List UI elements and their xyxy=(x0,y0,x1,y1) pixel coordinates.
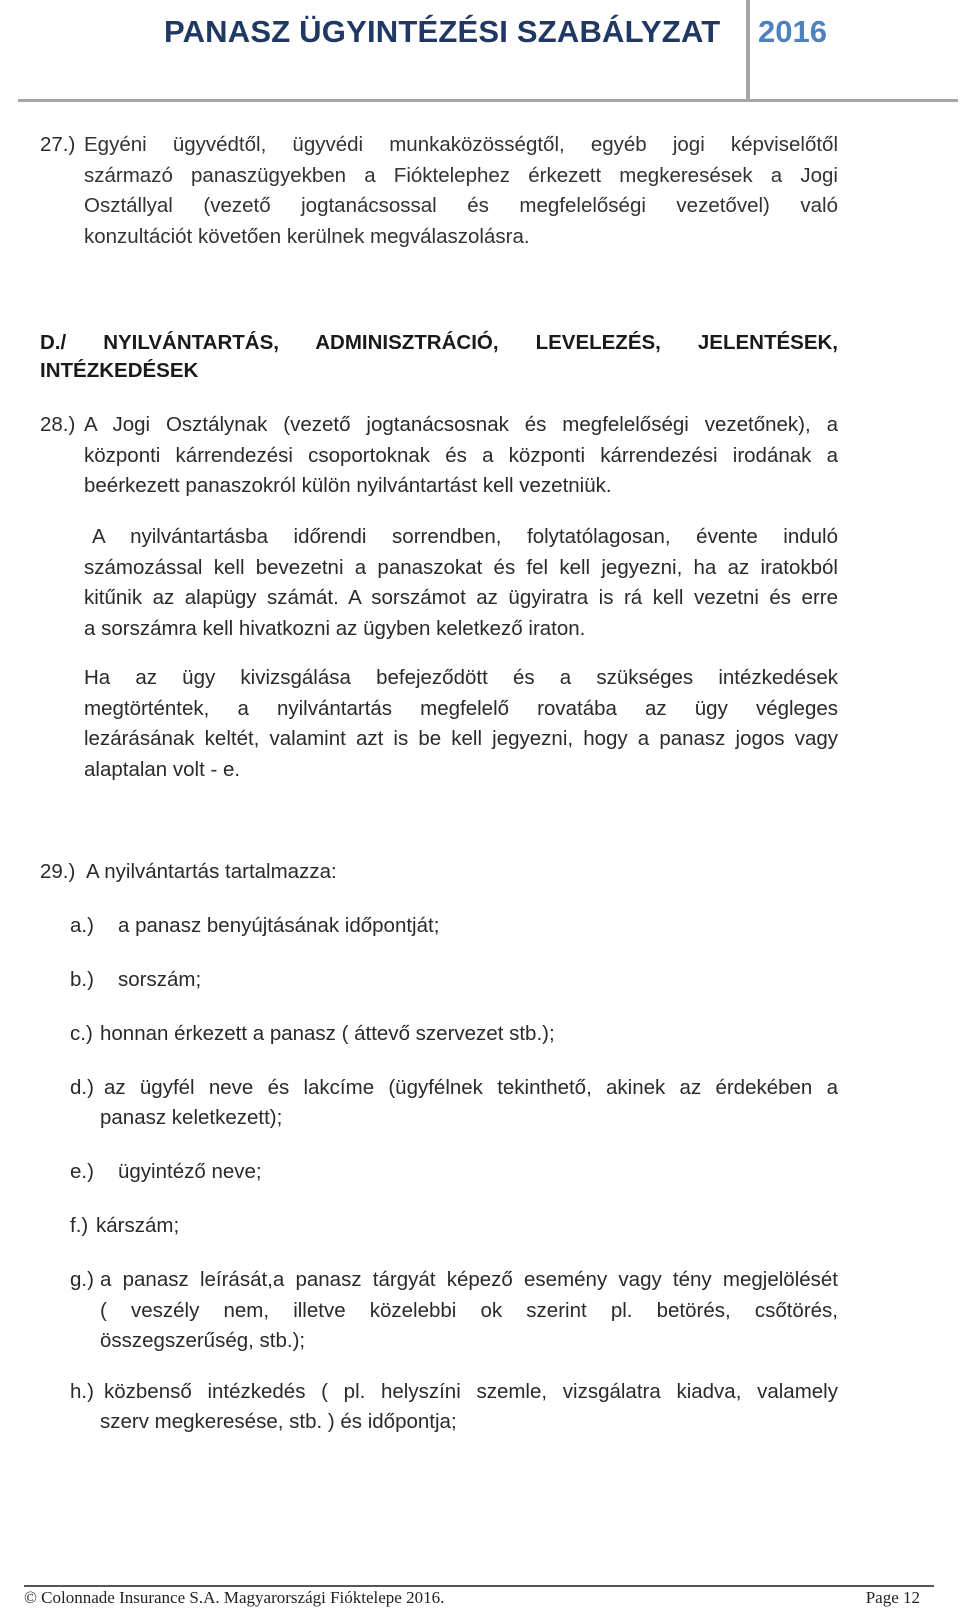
list-item-label: h.) xyxy=(70,1380,94,1403)
text-line: alaptalan volt - e. xyxy=(84,757,241,781)
document-year: 2016 xyxy=(758,14,827,49)
section-heading-d xyxy=(40,328,838,386)
header-divider-vertical xyxy=(746,0,750,100)
list-item-text: kárszám; xyxy=(96,1214,180,1237)
text-line: szerv megkeresése, stb. ) és időpontja; xyxy=(100,1410,457,1433)
footer-divider xyxy=(24,1585,934,1587)
text-line: közbenső intézkedés ( pl. helyszíni szemle, vizsgálatra kiadva, valamely xyxy=(104,1380,838,1403)
text-line: a panasz leírását,a panasz tárgyát képező esemény vagy tény megjelölését xyxy=(100,1268,838,1291)
text-line: ( veszély nem, illetve közelebbi ok szerint pl. betörés, csőtörés, xyxy=(100,1298,838,1322)
text-line: összegszerűség, stb.); xyxy=(100,1329,306,1352)
list-item-text: honnan érkezett a panasz ( áttevő szervezet stb.); xyxy=(100,1022,555,1045)
list-item-label: a.) xyxy=(70,914,94,937)
text-line: Osztállyal (vezető jogtanácsossal és megfelelőségi vezetővel) való xyxy=(84,194,838,217)
text-line: kitűnik az alapügy számát. A sorszámot az ügyiratra is rá kell vezetni és erre xyxy=(84,586,838,609)
list-item-label: e.) xyxy=(70,1160,94,1183)
text-line: Egyéni ügyvédtől, ügyvédi munkaközösségtől, egyéb jogi képviselőtől xyxy=(84,133,838,156)
heading-line: D./ NYILVÁNTARTÁS, ADMINISZTRÁCIÓ, LEVELEZÉS, JELENTÉSEK, xyxy=(40,331,838,354)
page-number: Page 12 xyxy=(865,1588,920,1607)
text-line: lezárásának keltét, valamint azt is be kell jegyezni, hogy a panasz jogos vagy xyxy=(84,727,838,750)
text-line: központi kárrendezési csoportoknak és a központi kárrendezési irodának a xyxy=(84,443,838,467)
footer-copyright: © Colonnade Insurance S.A. Magyarországi Fióktelepe 2016. xyxy=(24,1588,445,1607)
text-line: Ha az ügy kivizsgálása befejeződött és a szükséges intézkedések xyxy=(84,666,838,689)
paragraph-number: 27.) xyxy=(40,133,76,156)
list-item-text xyxy=(100,1265,838,1357)
list-item-label: c.) xyxy=(70,1022,93,1045)
text-line: panasz keletkezett); xyxy=(100,1106,283,1129)
paragraph-number: 29.) xyxy=(40,860,76,883)
list-item-text xyxy=(104,1073,838,1104)
text-line: A nyilvántartásba időrendi sorrendben, folytatólagosan, évente induló xyxy=(92,525,838,548)
list-item-label: g.) xyxy=(70,1268,94,1291)
text-line: a sorszámra kell hivatkozni az ügyben keletkező iraton. xyxy=(84,616,586,640)
text-line: konzultációt követően kerülnek megválaszolásra. xyxy=(84,224,530,248)
list-item-label: b.) xyxy=(70,968,94,991)
document-title: PANASZ ÜGYINTÉZÉSI SZABÁLYZAT xyxy=(164,14,721,49)
text-line: A Jogi Osztálynak (vezető jogtanácsosnak és megfelelőségi vezetőnek), a xyxy=(84,413,838,436)
list-item-label: d.) xyxy=(70,1076,94,1099)
paragraph-body xyxy=(84,410,838,502)
paragraph-number: 28.) xyxy=(40,413,76,436)
text-line: beérkezett panaszokról külön nyilvántartást kell vezetniük. xyxy=(84,474,612,497)
heading-line: INTÉZKEDÉSEK xyxy=(40,358,199,382)
text-line: az ügyfél neve és lakcíme (ügyfélnek tekinthető, akinek az érdekében a xyxy=(104,1076,838,1099)
text-line: származó panaszügyekben a Fióktelephez érkezett megkeresések a Jogi xyxy=(84,163,838,187)
list-item-text: sorszám; xyxy=(118,968,202,991)
paragraph-body xyxy=(84,663,838,785)
list-item-label: f.) xyxy=(70,1214,89,1237)
text-line: megtörténtek, a nyilvántartás megfelelő rovatába az ügy végleges xyxy=(84,696,838,720)
list-item-text: ügyintéző neve; xyxy=(118,1160,262,1183)
list-item-text: a panasz benyújtásának időpontját; xyxy=(118,914,440,937)
paragraph-body xyxy=(84,522,838,644)
header-divider-horizontal xyxy=(18,99,958,102)
paragraph-intro: A nyilvántartás tartalmazza: xyxy=(86,860,337,883)
list-item-text xyxy=(104,1377,838,1408)
text-line: számozással kell bevezetni a panaszokat és fel kell jegyezni, ha az iratokból xyxy=(84,555,838,579)
paragraph-body xyxy=(84,130,838,252)
